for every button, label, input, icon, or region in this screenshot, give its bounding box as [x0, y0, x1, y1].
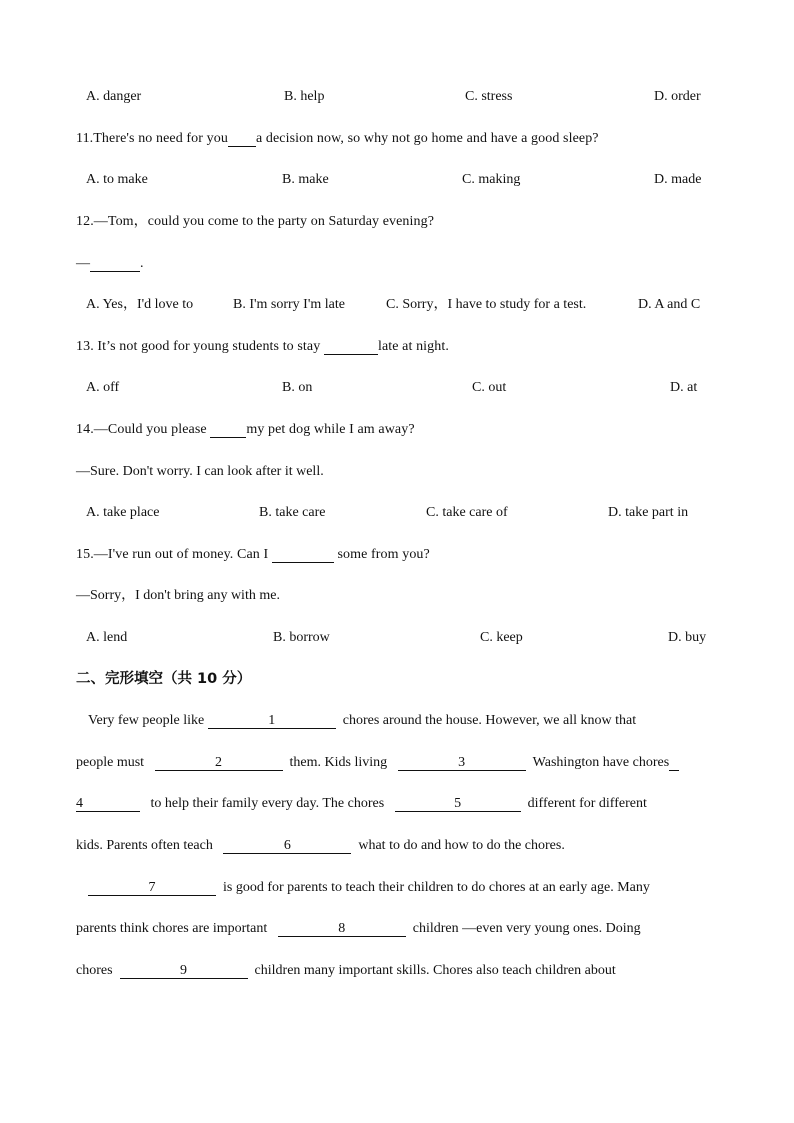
question-14-stem	[76, 421, 415, 439]
question-12-reply	[76, 255, 144, 273]
option-c[interactable]: C. stress	[465, 89, 513, 104]
option-b[interactable]: B. borrow	[273, 630, 330, 645]
option-d[interactable]: D. buy	[668, 630, 707, 645]
option-a[interactable]: A. Yes，I'd love to	[86, 297, 194, 312]
passage-line-5	[88, 879, 650, 897]
option-d[interactable]: D. A and C	[638, 297, 701, 312]
answer-blank[interactable]	[324, 339, 378, 355]
option-c[interactable]: C. take care of	[426, 505, 508, 520]
answer-blank[interactable]	[228, 131, 256, 147]
answer-blank[interactable]	[90, 256, 140, 272]
question-11-text-b: a decision now, so why not go home and have a good sleep?	[255, 131, 599, 146]
option-b[interactable]: B. on	[282, 380, 313, 395]
reply-period: .	[140, 256, 144, 271]
option-a[interactable]: A. take place	[86, 505, 160, 520]
question-13-text-a: 13. It’s not good for young students to stay	[76, 339, 321, 354]
passage-line-7	[76, 962, 616, 980]
cloze-blank-9[interactable]: 9	[120, 963, 248, 979]
passage-text: kids. Parents often teach	[76, 838, 213, 853]
question-11-stem	[76, 130, 599, 148]
passage-line-2	[76, 754, 679, 772]
passage-text: parents think chores are important	[76, 921, 268, 936]
option-b[interactable]: B. help	[284, 89, 325, 104]
passage-line-1	[88, 712, 636, 730]
option-c[interactable]: C. out	[472, 380, 507, 395]
option-d[interactable]: D. take part in	[608, 505, 689, 520]
question-13-text-b: late at night.	[377, 339, 449, 354]
option-c[interactable]: C. making	[462, 172, 521, 187]
passage-text: chores around the house. However, we all know that	[342, 713, 637, 728]
answer-blank[interactable]	[272, 547, 334, 563]
section-title-cloze: 二、完形填空（共 10 分）	[76, 671, 252, 687]
passage-text: children many important skills. Chores also teach children about	[254, 963, 616, 978]
question-15-stem	[76, 546, 430, 564]
question-15-text-b: some from you?	[337, 547, 430, 562]
option-b[interactable]: B. make	[282, 172, 329, 187]
option-c[interactable]: C. keep	[480, 630, 523, 645]
option-b[interactable]: B. take care	[259, 505, 326, 520]
question-14-reply: —Sure. Don't worry. I can look after it well.	[76, 464, 324, 479]
option-a[interactable]: A. danger	[86, 89, 142, 104]
option-d[interactable]: D. at	[670, 380, 698, 395]
option-a[interactable]: A. to make	[86, 172, 148, 187]
question-11-text-a: 11.There's no need for you	[76, 131, 228, 146]
question-15-text-a: 15.—I've run out of money. Can I	[76, 547, 269, 562]
option-c[interactable]: C. Sorry，I have to study for a test.	[386, 297, 587, 312]
option-b[interactable]: B. I'm sorry I'm late	[233, 297, 345, 312]
question-15-reply: —Sorry，I don't bring any with me.	[76, 588, 280, 603]
passage-line-3	[76, 795, 647, 813]
option-a[interactable]: A. off	[86, 380, 120, 395]
answer-blank[interactable]	[210, 422, 246, 438]
passage-text: different for different	[527, 796, 647, 811]
passage-text: them. Kids living	[289, 755, 388, 770]
passage-text: people must	[76, 755, 145, 770]
passage-text: Washington have chores	[532, 755, 670, 770]
passage-text: chores	[76, 963, 113, 978]
cloze-blank-3[interactable]: 3	[398, 755, 526, 771]
reply-dash: —	[76, 256, 90, 271]
cloze-blank-7[interactable]: 7	[88, 880, 216, 896]
cloze-blank-4[interactable]: 4	[76, 796, 140, 812]
passage-line-4	[76, 837, 565, 855]
option-a[interactable]: A. lend	[86, 630, 128, 645]
cloze-blank-2[interactable]: 2	[155, 755, 283, 771]
cloze-blank-5[interactable]: 5	[395, 796, 521, 812]
cloze-blank-6[interactable]: 6	[223, 838, 351, 854]
passage-text: Very few people like	[88, 713, 205, 728]
passage-text: to help their family every day. The chores	[150, 796, 385, 811]
passage-line-6	[76, 920, 641, 938]
cloze-blank-4-start	[669, 755, 679, 771]
cloze-blank-1[interactable]: 1	[208, 713, 336, 729]
passage-text: is good for parents to teach their children to do chores at an early age. Many	[223, 880, 650, 895]
option-d[interactable]: D. made	[654, 172, 702, 187]
question-13-stem	[76, 338, 449, 356]
question-14-text-a: 14.—Could you please	[76, 422, 207, 437]
option-d[interactable]: D. order	[654, 89, 701, 104]
question-12-stem: 12.—Tom，could you come to the party on Saturday evening?	[76, 214, 435, 229]
passage-text: what to do and how to do the chores.	[358, 838, 565, 853]
cloze-blank-8[interactable]: 8	[278, 921, 406, 937]
passage-text: children —even very young ones. Doing	[412, 921, 641, 936]
question-14-text-b: my pet dog while I am away?	[246, 422, 415, 437]
